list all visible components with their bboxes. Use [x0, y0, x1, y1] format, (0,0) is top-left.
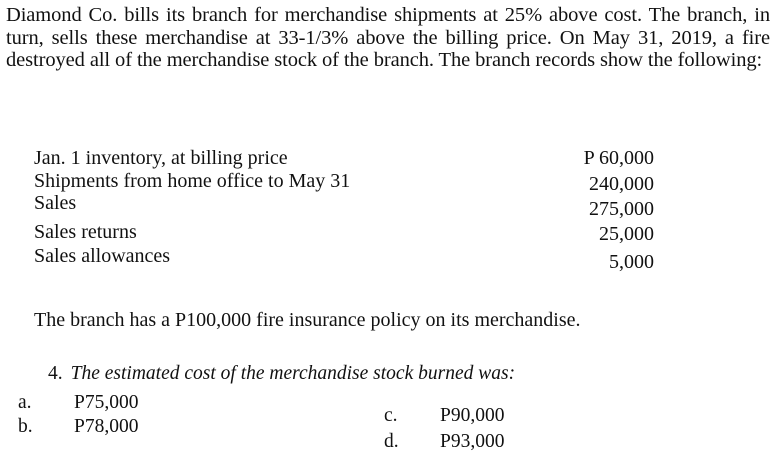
record-value: 5,000	[609, 251, 654, 273]
record-label: Jan. 1 inventory, at billing price	[34, 147, 288, 169]
record-label: Sales	[34, 192, 77, 214]
record-row	[34, 215, 674, 245]
question-number: 4.	[48, 363, 63, 384]
question-text: The estimated cost of the merchandise stock burned was:	[70, 363, 516, 384]
record-label: Sales allowances	[34, 245, 171, 267]
record-row	[34, 170, 674, 193]
problem-statement: Diamond Co. bills its branch for merchandise shipments at 25% above cost. The branch, in turn, sells these merchandise at 33-1/3% above the billing price. On May 31, 2019, a fire destroyed all of the merchandise stock of the branch. The branch records show the following:	[6, 4, 770, 71]
option-b	[18, 416, 138, 438]
option-a	[18, 392, 138, 414]
question	[48, 363, 515, 385]
record-value: P 60,000	[583, 147, 654, 169]
option-d	[384, 431, 504, 453]
record-row	[34, 192, 674, 220]
record-value: 25,000	[599, 222, 654, 245]
record-value: 240,000	[589, 172, 654, 195]
branch-records-list	[34, 147, 674, 273]
option-letter: b.	[18, 416, 33, 437]
option-letter: c.	[384, 405, 398, 426]
record-row	[34, 237, 674, 273]
option-value: P75,000	[74, 392, 139, 413]
record-value: 275,000	[589, 198, 654, 220]
insurance-note: The branch has a P100,000 fire insurance policy on its merchandise.	[34, 309, 581, 331]
option-letter: d.	[384, 431, 399, 452]
option-value: P78,000	[74, 416, 139, 437]
record-label: Sales returns	[34, 220, 137, 243]
option-c	[384, 405, 504, 427]
option-letter: a.	[18, 392, 32, 413]
record-row	[34, 147, 674, 170]
record-label: Shipments from home office to May 31	[34, 169, 351, 192]
option-value: P93,000	[440, 431, 505, 452]
option-value: P90,000	[440, 405, 505, 426]
